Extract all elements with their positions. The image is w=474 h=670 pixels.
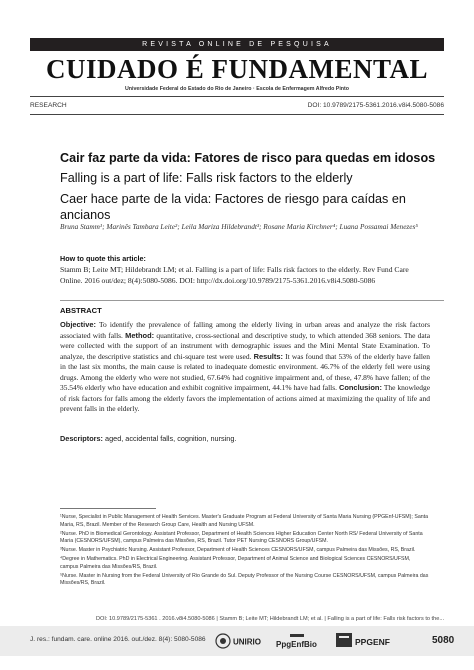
abstract-rule — [60, 300, 444, 301]
footnote-item: ²Nurse. PhD in Biomedical Gerontology. Assistant Professor, Department of Health Sciences Higher Education Center North RS/ Federal University of Santa Maria (CESNORS/UFSM), campus Palmeira das Missões, RS, Brazil. Tutor PET Nursing CESNORS Group/UFSM. — [60, 530, 423, 545]
footnote-item: ⁴Degree in Mathematics. PhD in Electrical Engineering. Assistant Professor, Department of Animal Science and Biological Sciences CESNORS/UFSM, campus Palmeira das Missões/RS, Brazil. — [60, 556, 411, 570]
journal-affiliation: Universidade Federal do Estado do Rio de Janeiro · Escola de Enfermagem Alfredo Pinto — [124, 86, 350, 92]
conclusion-text: The knowledge of risk factors for falls among the elderly favors the implementation of actions aimed at maximizing the quality of life and prevent falls in the elderly. — [60, 383, 430, 413]
results-text: It was found that 53% of the elderly have fallen in the last six months, the main cause is related to inadequate domestic environment. 46.7% of the elderly fell were using drugs. Among the elderly who were not studied, 67.64% had cognitive impairment and, of these, 47.8% have fallen; of the 35.54% elderly who have education and exhibit cognitive impairment, 44.1% have had falls. — [60, 351, 431, 392]
title-spanish: Caer hace parte de la vida: Factores de riesgo para caídas en ancianos — [60, 192, 406, 222]
footnote-item: ³Nurse. Master in Psychiatric Nursing. Assistant Professor, Department of Health Sciences CESNORS/UFSM, campus Palmeira das Missões, RS, Brazil. — [60, 547, 416, 554]
descriptors — [60, 434, 430, 443]
results-label: Results: — [253, 351, 283, 361]
section-label: RESEARCH — [30, 102, 67, 109]
descriptors-text: aged, accidental falls, cognition, nursing. — [105, 434, 237, 443]
footnote-rule — [60, 508, 156, 509]
running-citation: DOI: 10.9789/2175-5361 . 2016.v8i4.5080-5086 | Stamm B; Leite MT; Hildebrandt LM; et al. | Falling is a part of life: Falls risk factors to the... — [95, 616, 444, 622]
doi-label: DOI: 10.9789/2175-5361.2016.v8i4.5080-5086 — [307, 102, 444, 109]
objective-text: To identify the prevalence of falling among the elderly living in urban areas and analyze the risk factors associated with falls. — [60, 320, 430, 340]
unirio-text: UNIRIO — [233, 637, 261, 647]
descriptors-label: Descriptors: — [60, 434, 103, 443]
method-text: quantitative, cross-sectional and descriptive study, to which attended 368 seniors. The data were collected with the support of an instrument with demographic issues and the Mini Mental State Examination. To analyze, the descriptive statistics and chi-square test were used. — [60, 330, 431, 361]
journal-tagline: REVISTA ONLINE DE PESQUISA — [142, 41, 332, 48]
conclusion-label: Conclusion: — [338, 383, 382, 392]
ppgenf-text: PPGENF — [355, 637, 390, 647]
title-portuguese: Cair faz parte da vida: Fatores de risco para quedas em idosos — [60, 151, 436, 165]
author-list: Bruna Stamm¹; Marinês Tambara Leite²; Leila Mariza Hildebrandt³; Rosane Maria Kirchner⁴; Luana Possamai Menezes⁵ — [60, 222, 418, 231]
footnotes — [60, 514, 430, 589]
abstract-body — [60, 320, 430, 415]
journal-reference: J. res.: fundam. care. online 2016. out./dez. 8(4): 5080-5086 — [30, 636, 206, 643]
footnote-item: ¹Nurse, Specialist in Public Management of Health Services. Master's Graduate Program at Federal University of Santa Maria Nursing (PPGEnf-UFSM); Santa Maria, RS, Brazil. Member of the Research Group Care, Health and Nursing UFSM. — [60, 514, 429, 528]
method-label: Method: — [125, 330, 155, 340]
ppgenfbio-text: PpgEnfBio — [276, 640, 317, 649]
objective-label: Objective: — [60, 320, 96, 329]
ppgenf-logo — [336, 633, 390, 647]
how-to-cite-heading: How to quote this article: — [60, 254, 146, 263]
sponsor-logos — [214, 630, 426, 652]
header-rule — [30, 96, 444, 97]
journal-title: CUIDADO É FUNDAMENTAL — [45, 54, 428, 84]
title-english: Falling is a part of life: Falls risk factors to the elderly — [60, 171, 353, 185]
how-to-cite-text: Stamm B; Leite MT; Hildebrandt LM; et al. Falling is a part of life: Falls risk factors to the elderly. Rev Fund Care Online. 2016 out/dez; 8(4):5080-5086. DOI: http://dx.doi.org/10.9789/2175-5361.2016.v8i4.5080-5086 — [60, 265, 409, 285]
ppgenfbio-logo — [276, 634, 317, 649]
journal-tagline-bar — [30, 38, 444, 51]
page-number: 5080 — [432, 635, 455, 646]
footnote-item: ⁵Nurse. Master in Nursing from the Federal University of Rio Grande do Sul. Deputy Professor of the Nursing Course CESNORS/UFSM, campus Palmeira das Missões/RS, Brazil. — [60, 572, 429, 587]
meta-rule — [30, 114, 444, 115]
unirio-logo — [216, 634, 261, 648]
abstract-heading: ABSTRACT — [60, 306, 102, 315]
